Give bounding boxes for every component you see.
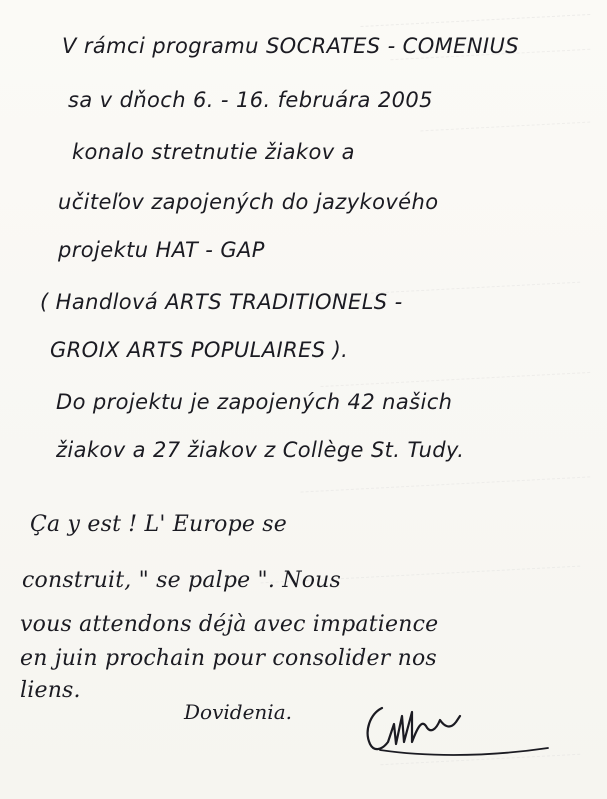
bleed-through-mark	[320, 358, 590, 387]
letter-line: en juin prochain pour consolider nos	[20, 646, 437, 671]
letter-line: žiakov a 27 žiakov z Collège St. Tudy.	[56, 438, 465, 462]
bleed-through-mark	[420, 108, 591, 132]
letter-line: učiteľov zapojených do jazykového	[58, 190, 439, 214]
letter-line: vous attendons déjà avec impatience	[20, 612, 439, 637]
closing-greeting: Dovidenia.	[184, 700, 292, 724]
letter-line: sa v dňoch 6. - 16. februára 2005	[68, 88, 433, 112]
bleed-through-mark	[300, 462, 590, 492]
letter-line: GROIX ARTS POPULAIRES ).	[50, 338, 349, 362]
letter-line: V rámci programu SOCRATES - COMENIUS	[62, 34, 520, 58]
letter-line: Do projektu je zapojených 42 našich	[56, 390, 453, 414]
letter-line: construit, " se palpe ". Nous	[22, 568, 342, 593]
bleed-through-mark	[360, 0, 590, 27]
letter-line: konalo stretnutie žiakov a	[72, 140, 355, 164]
handwritten-signature	[360, 686, 560, 766]
letter-line: projektu HAT - GAP	[58, 238, 265, 262]
letter-line: liens.	[20, 678, 81, 703]
letter-line: ( Handlová ARTS TRADITIONELS -	[40, 290, 403, 314]
letter-line: Ça y est ! L' Europe se	[30, 512, 287, 537]
